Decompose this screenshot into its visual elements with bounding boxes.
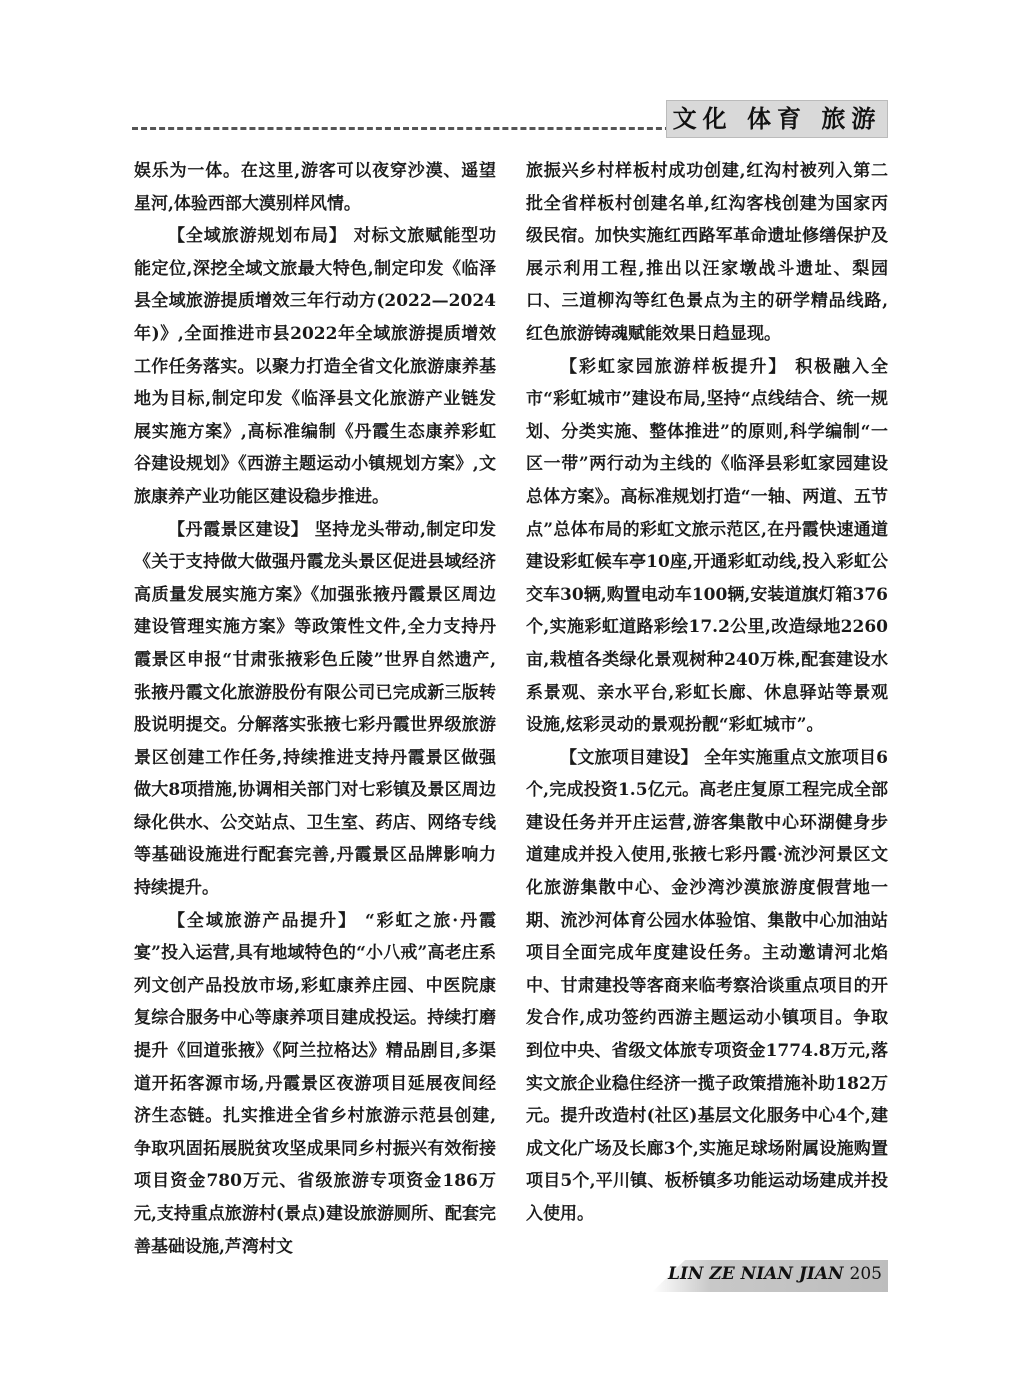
page-number: 205 (849, 1264, 882, 1284)
page-footer (652, 1260, 888, 1292)
paragraph: 娱乐为一体。在这里,游客可以夜穿沙漠、遥望星河,体验西部大漠别样风情。 (134, 161, 496, 214)
right-column (526, 155, 888, 1231)
paragraph: 【丹霞景区建设】 坚持龙头带动,制定印发《关于支持做大做强丹霞龙头景区促进县域经济高质量发展实施方案》《加强张掖丹霞景区周边建设管理实施方案》等政策性文件,全力支持丹霞景区申报“甘肃张掖彩色丘陵”世界自然遗产,张掖丹霞文化旅游股份有限公司已完成新三版转股说明提交。分解落实张掖七彩丹霞世界级旅游景区创建工作任务,持续推进支持丹霞景区做强做大8项措施,协调相关部门对七彩镇及景区周边绿化供水、公交站点、卫生室、药店、网络专线等基础设施进行配套完善,丹霞景区品牌影响力持续提升。 (134, 519, 496, 899)
paragraph-heading: 【全域旅游产品提升】 (168, 910, 358, 931)
section-title: 文化 体育 旅游 (666, 100, 888, 138)
left-column (134, 155, 496, 1263)
header-dashed-rule (132, 127, 680, 130)
paragraph: 旅振兴乡村样板村成功创建,红沟村被列入第二批全省样板村创建名单,红沟客栈创建为国家丙级民宿。加快实施红西路军革命遗址修缮保护及展示利用工程,推出以汪家墩战斗遗址、梨园口、三道柳沟等红色景点为主的研学精品线路,红色旅游铸魂赋能效果日趋显现。 (526, 161, 888, 344)
paragraph-heading: 【彩虹家园旅游样板提升】 (560, 356, 788, 377)
journal-name: LIN ZE NIAN JIAN (668, 1264, 844, 1284)
paragraph-heading: 【文旅项目建设】 (560, 747, 698, 768)
page-header (132, 100, 888, 138)
paragraph: 【全域旅游产品提升】 “彩虹之旅·丹霞宴”投入运营,具有地域特色的“小八戒”高老庄系列文创产品投放市场,彩虹康养庄园、中医院康复综合服务中心等康养项目建成投运。持续打磨提升《回道张掖》《阿兰拉格达》精品剧目,多渠道开拓客源市场,丹霞景区夜游项目延展夜间经济生态链。扎实推进全省乡村旅游示范县创建,争取巩固拓展脱贫攻坚成果同乡村振兴有效衔接项目资金780万元、省级旅游专项资金186万元,支持重点旅游村(景点)建设旅游厕所、配套完善基础设施,芦湾村文 (134, 910, 497, 1257)
paragraph: 【文旅项目建设】 全年实施重点文旅项目6个,完成投资1.5亿元。高老庄复原工程完成全部建设任务并开庄运营,游客集散中心环湖健身步道建成并投入使用,张掖七彩丹霞·流沙河景区文化旅游集散中心、金沙湾沙漠旅游度假营地一期、流沙河体育公园水体验馆、集散中心加油站项目全面完成年度建设任务。主动邀请河北焰中、甘肃建投等客商来临考察洽谈重点项目的开发合作,成功签约西游主题运动小镇项目。争取到位中央、省级文体旅专项资金1774.8万元,落实文旅企业稳住经济一揽子政策措施补助182万元。提升改造村(社区)基层文化服务中心4个,建成文化广场及长廊3个,实施足球场附属设施购置项目5个,平川镇、板桥镇多功能运动场建成并投入使用。 (526, 747, 889, 1224)
footer-text (668, 1264, 882, 1284)
paragraph: 【全域旅游规划布局】 对标文旅赋能型功能定位,深挖全域文旅最大特色,制定印发《临泽县全域旅游提质增效三年行动方(2022—2024年)》,全面推进市县2022年全域旅游提质增效工作任务落实。以聚力打造全省文化旅游康养基地为目标,制定印发《临泽县文化旅游产业链发展实施方案》,高标准编制《丹霞生态康养彩虹谷建设规划》《西游主题运动小镇规划方案》,文旅康养产业功能区建设稳步推进。 (134, 226, 497, 507)
paragraph-heading: 【丹霞景区建设】 (168, 519, 309, 540)
paragraph: 【彩虹家园旅游样板提升】 积极融入全市“彩虹城市”建设布局,坚持“点线结合、统一规划、分类实施、整体推进”的原则,科学编制“一区一带”两行动为主线的《临泽县彩虹家园建设总体方案》。高标准规划打造“一轴、两道、五节点”总体布局的彩虹文旅示范区,在丹霞快速通道建设彩虹候车亭10座,开通彩虹动线,投入彩虹公交车30辆,购置电动车100辆,安装道旗灯箱376个,实施彩虹道路彩绘17.2公里,改造绿地2260亩,栽植各类绿化景观树种240万株,配套建设水系景观、亲水平台,彩虹长廊、休息驿站等景观设施,炫彩灵动的景观扮靓“彩虹城市”。 (526, 356, 889, 736)
paragraph-heading: 【全域旅游规划布局】 (168, 226, 347, 247)
